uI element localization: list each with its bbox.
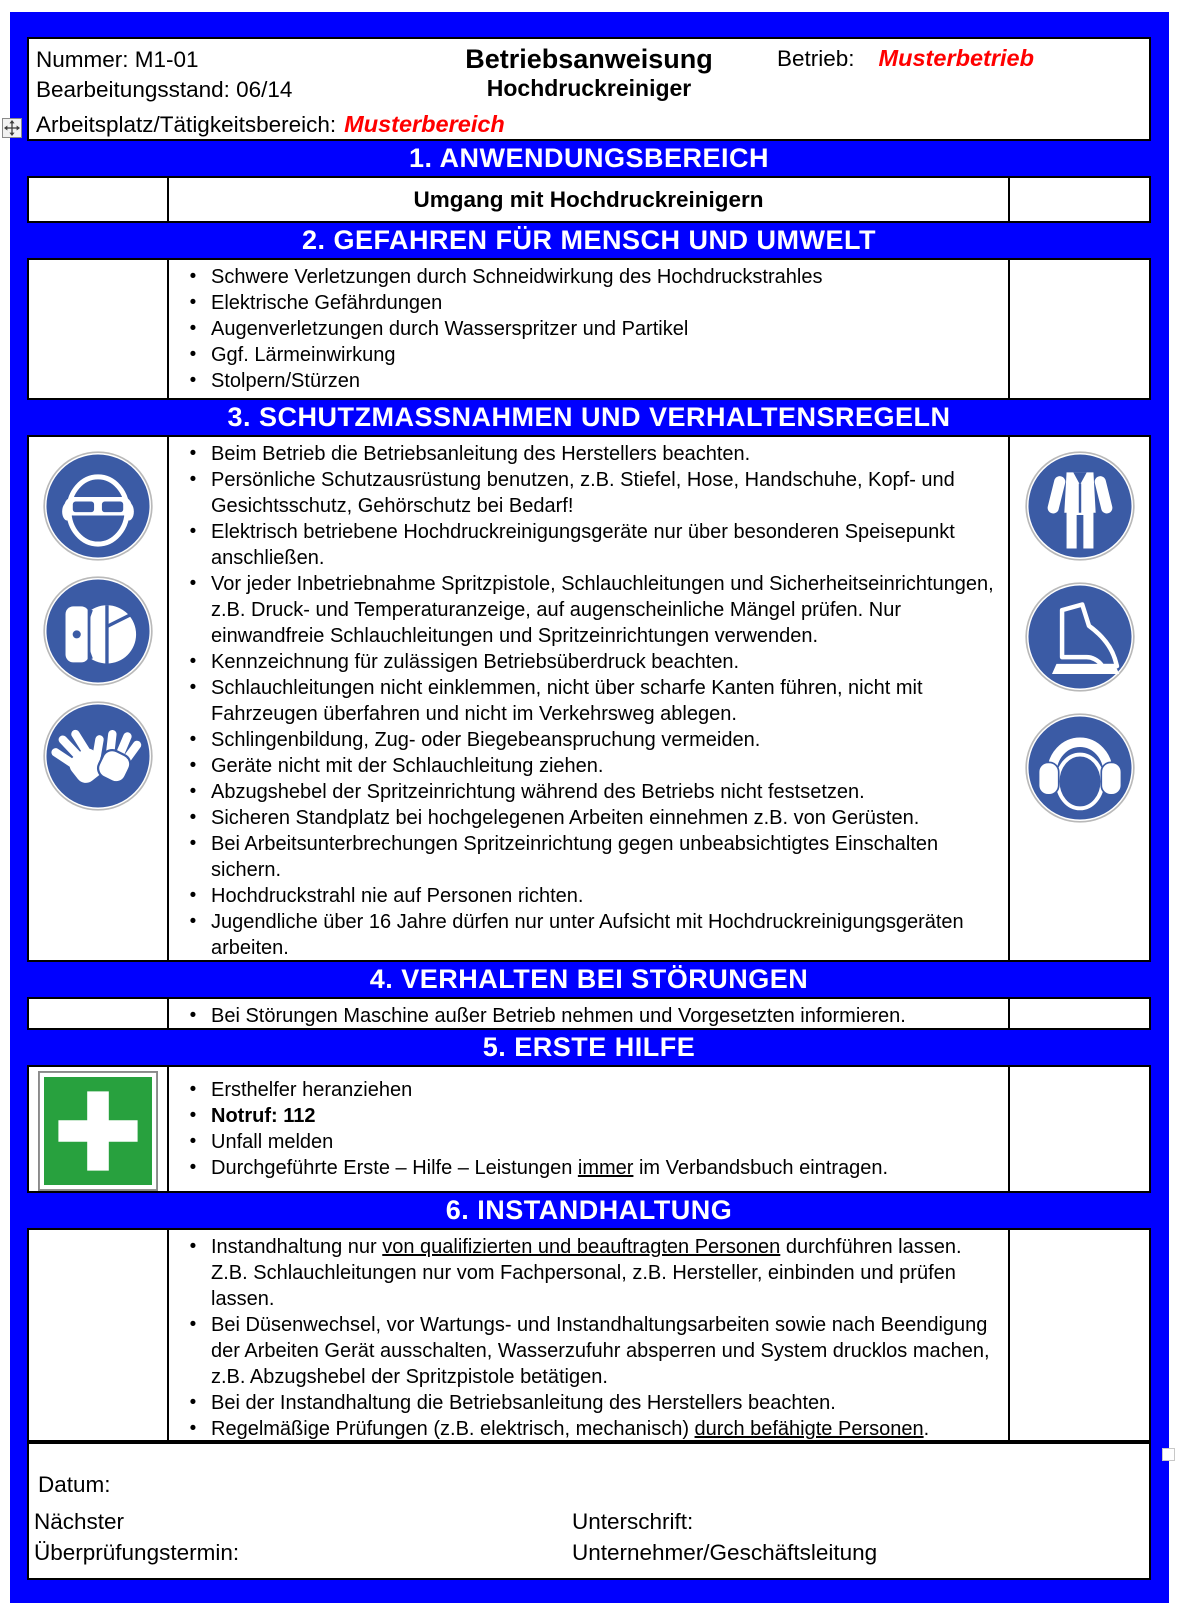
bullet-dot: • — [189, 521, 197, 542]
header-title-block — [465, 44, 713, 102]
bullet-item — [175, 1416, 998, 1440]
bullet-item — [175, 264, 998, 290]
bullet-text: Persönliche Schutzausrüstung benutzen, z.B. Stiefel, Hose, Handschuhe, Kopf- und Gesichtsschutz, Gehörschutz bei Bedarf! — [211, 469, 955, 517]
section-heading-anwendungsbereich: 1. ANWENDUNGSBEREICH — [408, 143, 770, 173]
section-heading-schutzmassnahmen: 3. SCHUTZMASSNAHMEN UND VERHALTENSREGELN — [227, 402, 951, 432]
company-field — [777, 45, 1034, 72]
bullet-text: Regelmäßige Prüfungen (z.B. elektrisch, mechanisch) durch befähigte Personen. — [211, 1418, 930, 1440]
right-cell-empty — [1008, 1230, 1149, 1440]
bullet-dot: • — [189, 651, 197, 672]
document-subtitle: Hochdruckreiniger — [486, 75, 692, 101]
signature-block — [572, 1506, 877, 1568]
bullet-text: Schlingenbildung, Zug- oder Biegebeanspruchung vermeiden. — [211, 729, 761, 751]
bullet-dot: • — [189, 1314, 197, 1335]
section-row-stoerungen — [27, 997, 1151, 1030]
right-cell-empty — [1008, 1067, 1149, 1191]
bullet-dot: • — [189, 318, 197, 339]
bullet-text: Elektrische Gefährdungen — [211, 292, 443, 314]
bullet-text: Bei Störungen Maschine außer Betrieb nehmen und Vorgesetzten informieren. — [211, 1005, 906, 1027]
bullet-item — [175, 779, 998, 805]
bullet-dot: • — [189, 266, 197, 287]
bullet-dot: • — [189, 443, 197, 464]
bullet-item — [175, 1103, 998, 1129]
bullet-text: Bei Arbeitsunterbrechungen Spritzeinrichtung gegen unbeabsichtigtes Einschalten sichern. — [211, 833, 939, 881]
next-check-line2: Überprüfungstermin: — [34, 1540, 240, 1565]
section-heading-gefahren: 2. GEFAHREN FÜR MENSCH UND UMWELT — [302, 225, 876, 255]
bullet-item — [175, 649, 998, 675]
bullet-item — [175, 342, 998, 368]
bullet-text: Schwere Verletzungen durch Schneidwirkung des Hochdruckstrahles — [211, 266, 823, 288]
bullet-item — [175, 571, 998, 649]
bullet-dot: • — [189, 911, 197, 932]
bullet-item — [175, 316, 998, 342]
bullet-dot: • — [189, 1131, 197, 1152]
left-cell-empty — [29, 178, 169, 221]
workplace-label: Arbeitsplatz/Tätigkeitsbereich: — [36, 112, 337, 137]
next-check-line1: Nächster — [34, 1509, 125, 1534]
right-cell-empty — [1008, 260, 1149, 398]
bullet-dot: • — [189, 292, 197, 313]
bullet-dot: • — [189, 781, 197, 802]
bullet-dot: • — [189, 1105, 197, 1126]
bullet-item — [175, 1129, 998, 1155]
table-move-handle[interactable] — [2, 118, 22, 138]
blue-frame — [10, 12, 1169, 1603]
document-title: Betriebsanweisung — [465, 44, 713, 74]
move-arrows-icon — [4, 120, 20, 136]
safety-footwear-icon — [1024, 581, 1136, 693]
bullet-text: Durchgeführte Erste – Hilfe – Leistungen immer im Verbandsbuch eintragen. — [211, 1157, 889, 1179]
bullet-text: Elektrisch betriebene Hochdruckreinigungsgeräte nur über besonderen Speisepunkt anschließen. — [211, 521, 955, 569]
first-aid-icon — [38, 1071, 158, 1191]
section-heading-erste-hilfe: 5. ERSTE HILFE — [482, 1032, 696, 1062]
date-label: Datum: — [38, 1472, 111, 1497]
protective-clothing-icon — [1024, 450, 1136, 562]
stoerungen-bullet-list — [169, 999, 1008, 1028]
bullet-dot: • — [189, 1236, 197, 1257]
bullet-text: Unfall melden — [211, 1131, 334, 1153]
bullet-text: Kennzeichnung für zulässigen Betriebsüberdruck beachten. — [211, 651, 740, 673]
bullet-item — [175, 519, 998, 571]
signature-role: Unternehmer/Geschäftsleitung — [572, 1540, 878, 1565]
table-resize-handle[interactable] — [1162, 1448, 1175, 1461]
bullet-dot: • — [189, 833, 197, 854]
bullet-text: Geräte nicht mit der Schlauchleitung ziehen. — [211, 755, 604, 777]
bullet-dot: • — [189, 885, 197, 906]
bullet-dot: • — [189, 729, 197, 750]
bullet-item — [175, 368, 998, 394]
gefahren-bullet-list — [169, 260, 1008, 398]
bullet-text: Ersthelfer heranziehen — [211, 1079, 413, 1101]
bullet-item — [175, 727, 998, 753]
erste-hilfe-bullet-list — [169, 1067, 1008, 1191]
first-aid-cell — [29, 1067, 169, 1191]
section-row-gefahren — [27, 258, 1151, 400]
bullet-item — [175, 1390, 998, 1416]
bullet-text: Abzugshebel der Spritzeinrichtung während des Betriebs nicht festsetzen. — [211, 781, 865, 803]
workplace-value: Musterbereich — [344, 111, 505, 137]
face-shield-icon — [42, 575, 154, 687]
bullet-item — [175, 805, 998, 831]
bullet-dot: • — [189, 807, 197, 828]
bullet-item — [175, 909, 998, 960]
bullet-item — [175, 1077, 998, 1103]
workplace-field — [36, 111, 505, 138]
bullet-text: Bei der Instandhaltung die Betriebsanleitung des Herstellers beachten. — [211, 1392, 836, 1414]
bullet-dot: • — [189, 573, 197, 594]
schutzmassnahmen-bullet-list — [169, 437, 1008, 960]
section-row-erste-hilfe — [27, 1065, 1151, 1193]
bullet-dot: • — [189, 1005, 197, 1026]
bullet-dot: • — [189, 755, 197, 776]
section-row-schutzmassnahmen — [27, 435, 1151, 962]
signature-footer — [27, 1442, 1151, 1580]
bullet-item — [175, 883, 998, 909]
bullet-dot: • — [189, 344, 197, 365]
ppe-icons-left — [29, 437, 169, 960]
section-row-instandhaltung — [27, 1228, 1151, 1442]
bullet-text: Notruf: 112 — [211, 1105, 316, 1127]
bullet-dot: • — [189, 1392, 197, 1413]
right-cell-empty — [1008, 178, 1149, 221]
bullet-dot: • — [189, 1157, 197, 1178]
section-heading-instandhaltung: 6. INSTANDHALTUNG — [445, 1195, 733, 1225]
bullet-item — [175, 441, 998, 467]
right-cell-empty — [1008, 999, 1149, 1028]
bullet-text: Vor jeder Inbetriebnahme Spritzpistole, Schlauchleitungen und Sicherheitseinrichtungen, z.B. Druck- und Temperaturanzeige, auf augenscheinliche Mängel prüfen. Nur einwandfreie Schlauchleitungen und Spritzeinrichtungen verwenden. — [211, 573, 994, 647]
bullet-text: Stolpern/Stürzen — [211, 370, 360, 392]
bullet-item — [175, 753, 998, 779]
anwendungsbereich-statement: Umgang mit Hochdruckreinigern — [413, 186, 764, 212]
signature-label: Unterschrift: — [572, 1509, 694, 1534]
document-body — [27, 37, 1151, 1585]
instandhaltung-bullet-list — [169, 1230, 1008, 1440]
protective-gloves-icon — [42, 700, 154, 812]
revision-date: Bearbeitungsstand: 06/14 — [36, 77, 293, 102]
bullet-item — [175, 290, 998, 316]
company-value: Musterbetrieb — [878, 45, 1034, 71]
bullet-text: Instandhaltung nur von qualifizierten und beauftragten Personen durchführen lassen. Z.B. Schlauchleitungen nur vom Fachpersonal, z.B. Hersteller, einbinden und prüfen lassen. — [211, 1236, 962, 1310]
ppe-icons-right — [1008, 437, 1149, 960]
header-meta — [36, 45, 292, 105]
bullet-item — [175, 1234, 998, 1312]
bullet-text: Jugendliche über 16 Jahre dürfen nur unter Aufsicht mit Hochdruckreinigungsgeräten arbeiten. — [211, 911, 964, 959]
company-label: Betrieb: — [777, 46, 855, 71]
bullet-text: Beim Betrieb die Betriebsanleitung des Herstellers beachten. — [211, 443, 751, 465]
bullet-item — [175, 1155, 998, 1181]
bullet-item — [175, 675, 998, 727]
left-cell-empty — [29, 1230, 169, 1440]
bullet-dot: • — [189, 1418, 197, 1439]
hearing-protection-icon — [1024, 712, 1136, 824]
bullet-text: Ggf. Lärmeinwirkung — [211, 344, 396, 366]
bullet-dot: • — [189, 370, 197, 391]
bullet-item — [175, 831, 998, 883]
document-number: Nummer: M1-01 — [36, 47, 199, 72]
bullet-text: Augenverletzungen durch Wasserspritzer und Partikel — [211, 318, 689, 340]
bullet-item — [175, 1003, 998, 1028]
bullet-text: Hochdruckstrahl nie auf Personen richten. — [211, 885, 584, 907]
bullet-dot: • — [189, 1079, 197, 1100]
left-cell-empty — [29, 999, 169, 1028]
next-check-label — [34, 1506, 239, 1568]
bullet-dot: • — [189, 677, 197, 698]
left-cell-empty — [29, 260, 169, 398]
bullet-text: Bei Düsenwechsel, vor Wartungs- und Instandhaltungsarbeiten sowie nach Beendigung der Arbeiten Gerät ausschalten, Wasserzufuhr absperren und System drucklos machen, z.B. Abzugshebel der Spritzpistole betätigen. — [211, 1314, 990, 1388]
document-header — [27, 37, 1151, 141]
bullet-dot: • — [189, 469, 197, 490]
bullet-item — [175, 1312, 998, 1390]
bullet-text: Sicheren Standplatz bei hochgelegenen Arbeiten einnehmen z.B. von Gerüsten. — [211, 807, 920, 829]
bullet-item — [175, 467, 998, 519]
bullet-text: Schlauchleitungen nicht einklemmen, nicht über scharfe Kanten führen, nicht mit Fahrzeugen überfahren und nicht im Verkehrsweg ablegen. — [211, 677, 923, 725]
section-heading-stoerungen: 4. VERHALTEN BEI STÖRUNGEN — [369, 964, 809, 994]
eye-protection-icon — [42, 450, 154, 562]
section-row-anwendungsbereich — [27, 176, 1151, 223]
